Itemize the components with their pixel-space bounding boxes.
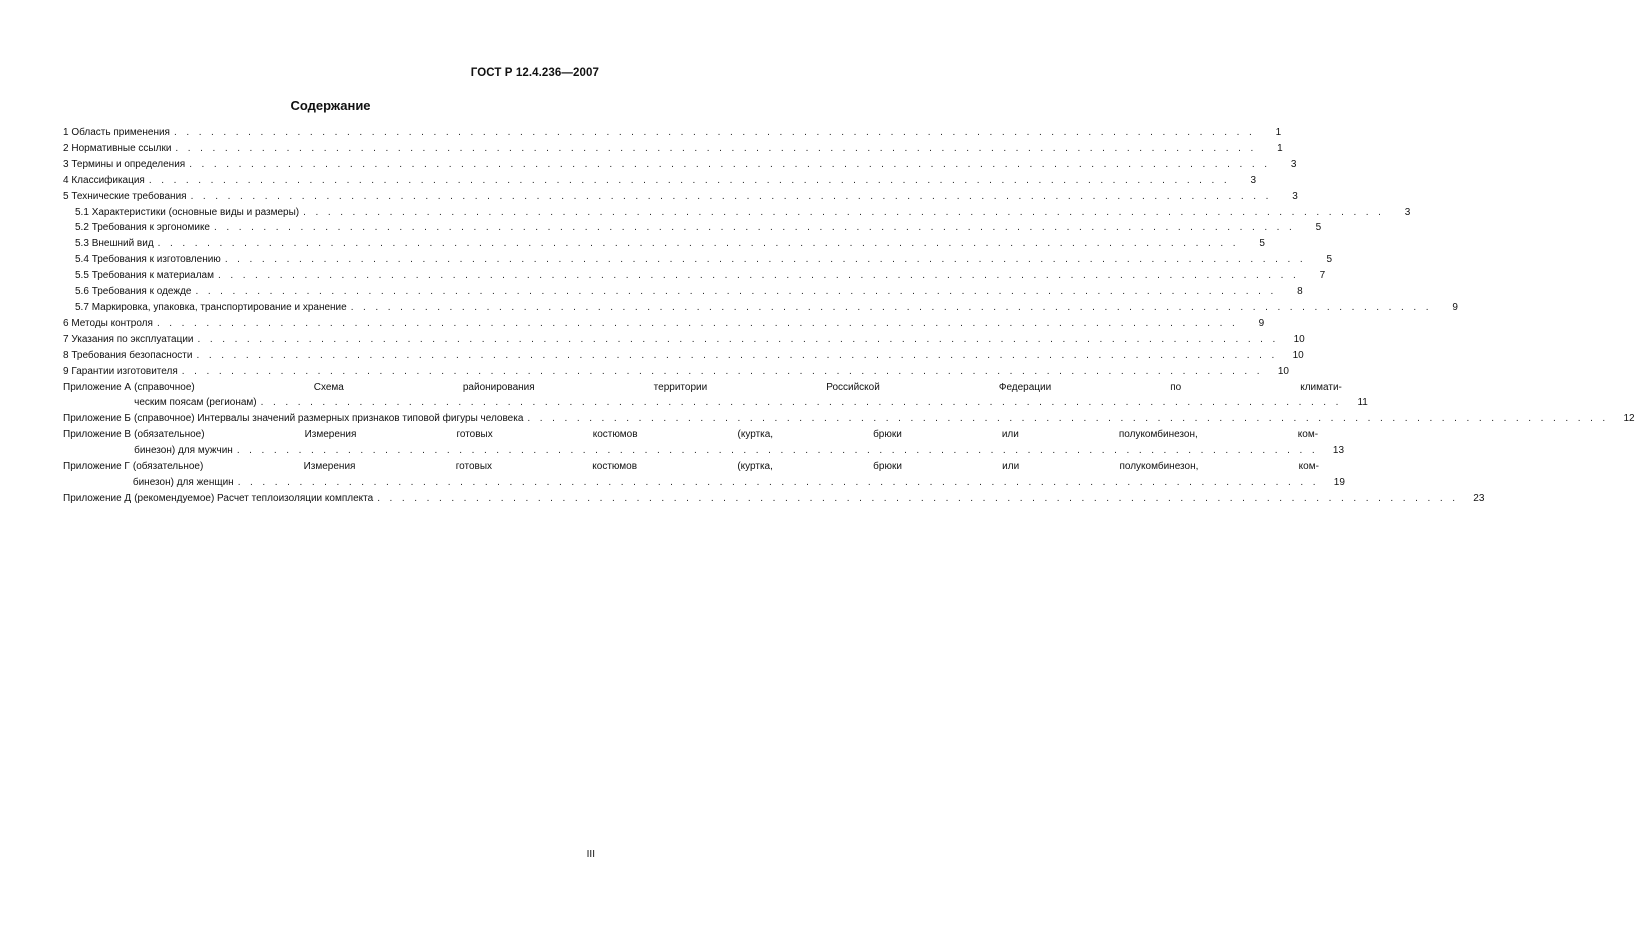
toc-entry-label: Технические требования — [71, 190, 187, 202]
toc-entry-number: 7 — [63, 333, 69, 345]
toc-entry-number: 5 — [63, 190, 69, 202]
toc-entry-page: 3 — [1292, 190, 1298, 202]
toc-entry[interactable] — [63, 205, 1411, 221]
dot-leader — [195, 284, 1276, 300]
dot-leader — [174, 125, 1255, 141]
toc-entry-page: 10 — [1292, 349, 1304, 361]
toc-entry-page: 9 — [1258, 317, 1265, 329]
dot-leader — [191, 189, 1272, 205]
toc-entry-page: 5 — [1259, 238, 1265, 250]
dot-leader — [149, 173, 1230, 189]
appendix-page: 23 — [1473, 492, 1485, 504]
appendix-title-line: бинезон) для мужчин — [134, 445, 233, 457]
appendix-label: Приложение Б — [63, 413, 131, 425]
toc-entry-label: Термины и определения — [71, 158, 186, 170]
toc-entry-label: Характеристики (основные виды и размеры) — [91, 206, 300, 218]
toc-entry-label: Нормативные ссылки — [71, 142, 172, 154]
toc-entry[interactable] — [63, 125, 1282, 141]
toc-entry-number: 3 — [63, 158, 69, 170]
appendix-title-line: (обязательное) Измерения готовых костюмов (куртка, брюки или полукомбинезон, ком- — [132, 461, 1319, 473]
appendix-label: Приложение В — [63, 429, 132, 441]
toc-entry-page: 1 — [1275, 127, 1282, 138]
toc-entry-number: 4 — [63, 174, 69, 186]
toc-entry-page: 3 — [1290, 158, 1297, 170]
toc-entry[interactable] — [63, 284, 1303, 300]
dot-leader — [196, 348, 1277, 364]
toc-entry[interactable] — [63, 332, 1305, 348]
toc-entry-page: 10 — [1293, 333, 1305, 345]
appendix-label: Приложение А — [63, 381, 132, 393]
toc-entry-label: Маркировка, упаковка, транспортирование и хранение — [91, 301, 347, 313]
toc-entry-page: 3 — [1250, 174, 1257, 186]
toc-entry[interactable] — [63, 300, 1458, 316]
toc-entry-number: 5.4 — [75, 254, 89, 266]
toc-entry[interactable] — [63, 141, 1283, 157]
toc-entry[interactable] — [63, 189, 1298, 205]
toc-entry-number: 5.1 — [75, 206, 89, 218]
toc-entry[interactable] — [63, 236, 1265, 252]
toc-entry-label: Требования к эргономике — [91, 222, 210, 234]
toc-entry-label: Требования к одежде — [91, 286, 192, 298]
dot-leader — [157, 316, 1238, 332]
toc-entry[interactable] — [63, 364, 1289, 380]
toc-appendix[interactable] — [63, 459, 1345, 491]
toc-entry-label: Внешний вид — [91, 238, 154, 250]
appendix-page: 12 — [1623, 413, 1635, 425]
page-number: III — [586, 849, 595, 860]
dot-leader — [182, 364, 1263, 380]
toc-appendix[interactable] — [63, 491, 1485, 507]
appendix-title-line: (рекомендуемое) Расчет теплоизоляции комплекта — [134, 492, 374, 504]
document-code: ГОСТ Р 12.4.236—2007 — [470, 67, 599, 79]
toc-entry-number: 5.5 — [75, 270, 89, 282]
appendix-page: 19 — [1333, 476, 1345, 488]
toc-entry-page: 1 — [1277, 142, 1283, 154]
toc-appendix[interactable] — [63, 411, 1635, 427]
toc-entry-number: 9 — [63, 365, 69, 377]
toc-entry-number: 5.2 — [75, 222, 89, 234]
toc-entry[interactable] — [63, 252, 1333, 268]
dot-leader — [238, 475, 1319, 491]
appendix-title-line: (справочное) Интервалы значений размерных признаков типовой фигуры человека — [134, 413, 524, 425]
toc-entry[interactable] — [63, 348, 1304, 364]
appendix-label: Приложение Г — [63, 461, 130, 473]
toc-entry[interactable] — [63, 173, 1257, 189]
toc-entry-label: Область применения — [71, 127, 170, 138]
appendix-title-line: ческим поясам (регионам) — [134, 397, 257, 409]
toc-entry-page: 10 — [1277, 365, 1289, 377]
dot-leader — [377, 491, 1458, 507]
toc-appendix[interactable] — [63, 380, 1368, 412]
dot-leader — [527, 411, 1608, 427]
toc-entry-number: 6 — [63, 317, 69, 329]
toc-title: Содержание — [290, 98, 371, 113]
dot-leader — [189, 157, 1270, 173]
dot-leader — [261, 395, 1342, 411]
toc-entry-number: 5.6 — [75, 286, 89, 298]
toc-entry-page: 8 — [1297, 286, 1303, 298]
toc-entry-number: 5.3 — [75, 238, 89, 250]
appendix-title-line: (справочное) Схема районирования территории Российской Федерации по климати- — [134, 381, 1342, 393]
dot-leader — [175, 141, 1256, 157]
toc-entry-number: 5.7 — [75, 301, 89, 313]
toc-appendix[interactable] — [63, 427, 1345, 459]
appendix-title-line: бинезон) для женщин — [132, 476, 234, 488]
toc-entry-page: 3 — [1404, 206, 1411, 218]
appendix-page: 11 — [1357, 397, 1368, 409]
toc-entry-label: Классификация — [71, 174, 145, 186]
toc-entry-page: 5 — [1315, 222, 1322, 234]
toc-entry-page: 7 — [1319, 270, 1326, 282]
toc-entry[interactable] — [63, 316, 1265, 332]
toc-entry-number: 1 — [63, 127, 69, 138]
toc-entry-label: Методы контроля — [71, 317, 153, 329]
toc-entry-label: Указания по эксплуатации — [71, 333, 194, 345]
table-of-contents — [63, 125, 1635, 507]
toc-entry-page: 9 — [1452, 301, 1458, 313]
appendix-title-line: (обязательное) Измерения готовых костюмов (куртка, брюки или полукомбинезон, ком- — [134, 429, 1319, 441]
toc-entry-number: 2 — [63, 142, 69, 154]
toc-entry[interactable] — [63, 157, 1297, 173]
toc-entry[interactable] — [63, 220, 1322, 236]
dot-leader — [225, 252, 1306, 268]
dot-leader — [303, 205, 1384, 221]
dot-leader — [214, 220, 1295, 236]
toc-entry-label: Требования безопасности — [71, 349, 193, 361]
toc-entry-label: Гарантии изготовителя — [71, 365, 178, 377]
dot-leader — [158, 236, 1239, 252]
dot-leader — [198, 332, 1279, 348]
appendix-label: Приложение Д — [63, 492, 132, 504]
dot-leader — [351, 300, 1432, 316]
toc-entry-number: 8 — [63, 349, 69, 361]
toc-entry-label: Требования к изготовлению — [91, 254, 221, 266]
dot-leader — [237, 443, 1318, 459]
dot-leader — [218, 268, 1299, 284]
toc-entry-page: 5 — [1326, 254, 1333, 266]
toc-entry[interactable] — [63, 268, 1326, 284]
appendix-page: 13 — [1332, 445, 1345, 457]
toc-entry-label: Требования к материалам — [91, 270, 214, 282]
